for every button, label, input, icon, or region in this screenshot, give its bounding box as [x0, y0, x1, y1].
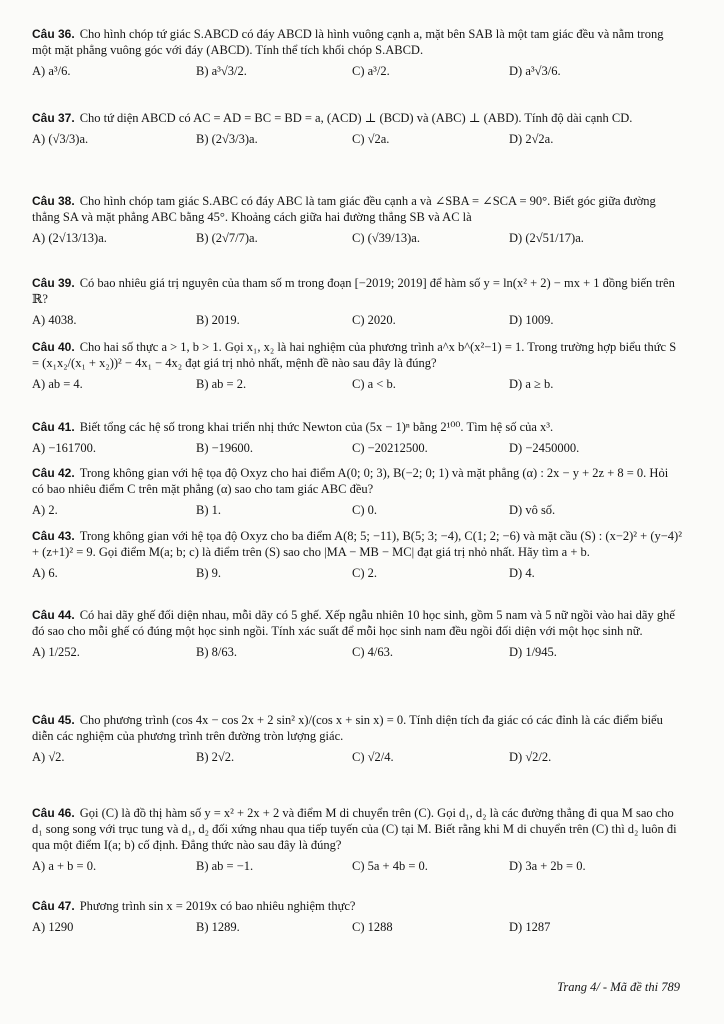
question-stem: Cho hai số thực a > 1, b > 1. Gọi x₁, x₂ là hai nghiệm của phương trình a^x b^(x²−1) = 1. Trong trường hợp biểu thức S = (x₁x₂/(x₁ + x₂))² − 4x₁ − 4x₂ đạt giá trị nhỏ nhất, mệnh đề nào sau đây là đúng?	[32, 340, 677, 370]
question-stem: Gọi (C) là đồ thị hàm số y = x² + 2x + 2 và điểm M di chuyển trên (C). Gọi d₁, d₂ là các đường thẳng đi qua M sao cho d₁ song song với trục tung và d₁, d₂ đối xứng nhau qua tiếp tuyến của (C) tại M. Biết rằng khi M di chuyển trên (C) thì d₂ luôn đi qua một điểm I(a; b) cố định. Đẳng thức nào sau đây là đúng?	[32, 806, 677, 852]
option-c[interactable]: C) 0.	[352, 503, 377, 517]
answer-options	[32, 499, 682, 525]
option-a[interactable]: A) ab = 4.	[32, 377, 83, 391]
option-a[interactable]: A) 1/252.	[32, 645, 80, 659]
option-a[interactable]: A) −161700.	[32, 441, 96, 455]
page-footer: Trang 4/ - Mã đề thi 789	[557, 980, 680, 994]
option-d[interactable]: D) 1/945.	[509, 645, 557, 659]
option-a[interactable]: A) (2√13/13)a.	[32, 231, 107, 245]
answer-options	[32, 562, 682, 588]
answer-options	[32, 855, 682, 881]
option-d[interactable]: D) 1287	[509, 920, 551, 934]
option-b[interactable]: B) (2√7/7)a.	[196, 231, 258, 245]
question-number: Câu 42.	[32, 466, 75, 480]
option-a[interactable]: A) √2.	[32, 750, 65, 764]
option-b[interactable]: B) 1.	[196, 503, 221, 517]
answer-options	[32, 128, 682, 154]
answer-options	[32, 437, 682, 463]
option-c[interactable]: C) 4/63.	[352, 645, 393, 659]
option-d[interactable]: D) 3a + 2b = 0.	[509, 859, 586, 873]
option-d[interactable]: D) a³√3/6.	[509, 64, 561, 78]
question-stem: Cho hình chóp tam giác S.ABC có đáy ABC là tam giác đều cạnh a và ∠SBA = ∠SCA = 90°. Biết góc giữa đường thẳng SA và mặt phẳng ABC bằng 45°. Khoảng cách giữa hai đường thẳng SB và AC là	[32, 194, 656, 224]
option-b[interactable]: B) 2√2.	[196, 750, 235, 764]
question-number: Câu 45.	[32, 713, 75, 727]
question-number: Câu 39.	[32, 276, 75, 290]
option-d[interactable]: D) 2√2a.	[509, 132, 554, 146]
question-45	[32, 712, 682, 772]
answer-options	[32, 373, 682, 399]
option-c[interactable]: C) a < b.	[352, 377, 396, 391]
option-b[interactable]: B) a³√3/2.	[196, 64, 247, 78]
answer-options	[32, 309, 682, 335]
option-b[interactable]: B) 8/63.	[196, 645, 237, 659]
option-c[interactable]: C) a³/2.	[352, 64, 390, 78]
option-c[interactable]: C) 1288	[352, 920, 393, 934]
option-c[interactable]: C) 2.	[352, 566, 377, 580]
option-c[interactable]: C) (√39/13)a.	[352, 231, 420, 245]
question-37	[32, 110, 682, 154]
option-d[interactable]: D) 1009.	[509, 313, 554, 327]
question-stem: Trong không gian với hệ tọa độ Oxyz cho hai điểm A(0; 0; 3), B(−2; 0; 1) và mặt phẳng (α) : 2x − y + 2z + 8 = 0. Hỏi có bao nhiêu điểm C trên mặt phẳng (α) sao cho tam giác ABC đều?	[32, 466, 669, 496]
option-c[interactable]: C) 5a + 4b = 0.	[352, 859, 428, 873]
option-c[interactable]: C) √2a.	[352, 132, 390, 146]
option-b[interactable]: B) −19600.	[196, 441, 254, 455]
option-a[interactable]: A) 4038.	[32, 313, 77, 327]
question-stem: Biết tổng các hệ số trong khai triển nhị thức Newton của (5x − 1)ⁿ bằng 2¹⁰⁰. Tìm hệ số của x³.	[79, 420, 554, 434]
question-43	[32, 528, 682, 588]
answer-options	[32, 60, 682, 86]
question-42	[32, 465, 682, 525]
option-d[interactable]: D) −2450000.	[509, 441, 580, 455]
option-a[interactable]: A) a + b = 0.	[32, 859, 97, 873]
question-47	[32, 898, 682, 942]
option-a[interactable]: A) 2.	[32, 503, 58, 517]
answer-options	[32, 227, 682, 253]
option-b[interactable]: B) ab = −1.	[196, 859, 254, 873]
option-b[interactable]: B) (2√3/3)a.	[196, 132, 258, 146]
question-36	[32, 26, 682, 86]
option-c[interactable]: C) √2/4.	[352, 750, 394, 764]
option-a[interactable]: A) 1290	[32, 920, 74, 934]
option-d[interactable]: D) (2√51/17)a.	[509, 231, 584, 245]
question-40	[32, 339, 682, 399]
question-number: Câu 40.	[32, 340, 75, 354]
answer-options	[32, 641, 682, 667]
question-46	[32, 805, 682, 881]
option-a[interactable]: A) 6.	[32, 566, 58, 580]
option-d[interactable]: D) vô số.	[509, 503, 556, 517]
question-number: Câu 37.	[32, 111, 75, 125]
answer-options	[32, 746, 682, 772]
question-number: Câu 47.	[32, 899, 75, 913]
question-39	[32, 275, 682, 335]
question-stem: Có bao nhiêu giá trị nguyên của tham số m trong đoạn [−2019; 2019] để hàm số y = ln(x² + 2) − mx + 1 đồng biến trên ℝ?	[32, 276, 675, 306]
question-stem: Có hai dãy ghế đối diện nhau, mỗi dãy có 5 ghế. Xếp ngẫu nhiên 10 học sinh, gồm 5 nam và 5 nữ ngồi vào hai dãy ghế đó sao cho mỗi ghế có đúng một học sinh ngồi. Tính xác suất để mỗi học sinh nam đều ngồi đối diện với một học sinh nữ.	[32, 608, 675, 638]
question-number: Câu 36.	[32, 27, 75, 41]
option-b[interactable]: B) 1289.	[196, 920, 240, 934]
question-stem: Cho hình chóp tứ giác S.ABCD có đáy ABCD là hình vuông cạnh a, mặt bên SAB là một tam giác đều và nằm trong một mặt phẳng vuông góc với đáy (ABCD). Tính thể tích khối chóp S.ABCD.	[32, 27, 664, 57]
question-number: Câu 46.	[32, 806, 75, 820]
option-d[interactable]: D) a ≥ b.	[509, 377, 554, 391]
option-a[interactable]: A) a³/6.	[32, 64, 71, 78]
question-stem: Phương trình sin x = 2019x có bao nhiêu nghiệm thực?	[79, 899, 356, 913]
question-number: Câu 44.	[32, 608, 75, 622]
option-b[interactable]: B) 9.	[196, 566, 221, 580]
question-38	[32, 193, 682, 253]
option-d[interactable]: D) √2/2.	[509, 750, 552, 764]
question-41	[32, 419, 682, 463]
question-stem: Cho tứ diện ABCD có AC = AD = BC = BD = a, (ACD) ⊥ (BCD) và (ABC) ⊥ (ABD). Tính độ dài cạnh CD.	[79, 111, 633, 125]
question-stem: Trong không gian với hệ tọa độ Oxyz cho ba điểm A(8; 5; −11), B(5; 3; −4), C(1; 2; −6) và mặt cầu (S) : (x−2)² + (y−4)² + (z+1)² = 9. Gọi điểm M(a; b; c) là điểm trên (S) sao cho |MA − MB − MC| đạt giá trị nhỏ nhất. Hãy tìm a + b.	[32, 529, 682, 559]
option-c[interactable]: C) −20212500.	[352, 441, 428, 455]
option-a[interactable]: A) (√3/3)a.	[32, 132, 89, 146]
option-c[interactable]: C) 2020.	[352, 313, 396, 327]
question-44	[32, 607, 682, 667]
question-stem: Cho phương trình (cos 4x − cos 2x + 2 sin² x)/(cos x + sin x) = 0. Tính diện tích đa giác có các đỉnh là các điểm biểu diễn các nghiệm của phương trình trên đường tròn lượng giác.	[32, 713, 663, 743]
question-number: Câu 38.	[32, 194, 75, 208]
option-d[interactable]: D) 4.	[509, 566, 535, 580]
option-b[interactable]: B) 2019.	[196, 313, 240, 327]
answer-options	[32, 916, 682, 942]
option-b[interactable]: B) ab = 2.	[196, 377, 247, 391]
question-number: Câu 41.	[32, 420, 75, 434]
question-number: Câu 43.	[32, 529, 75, 543]
